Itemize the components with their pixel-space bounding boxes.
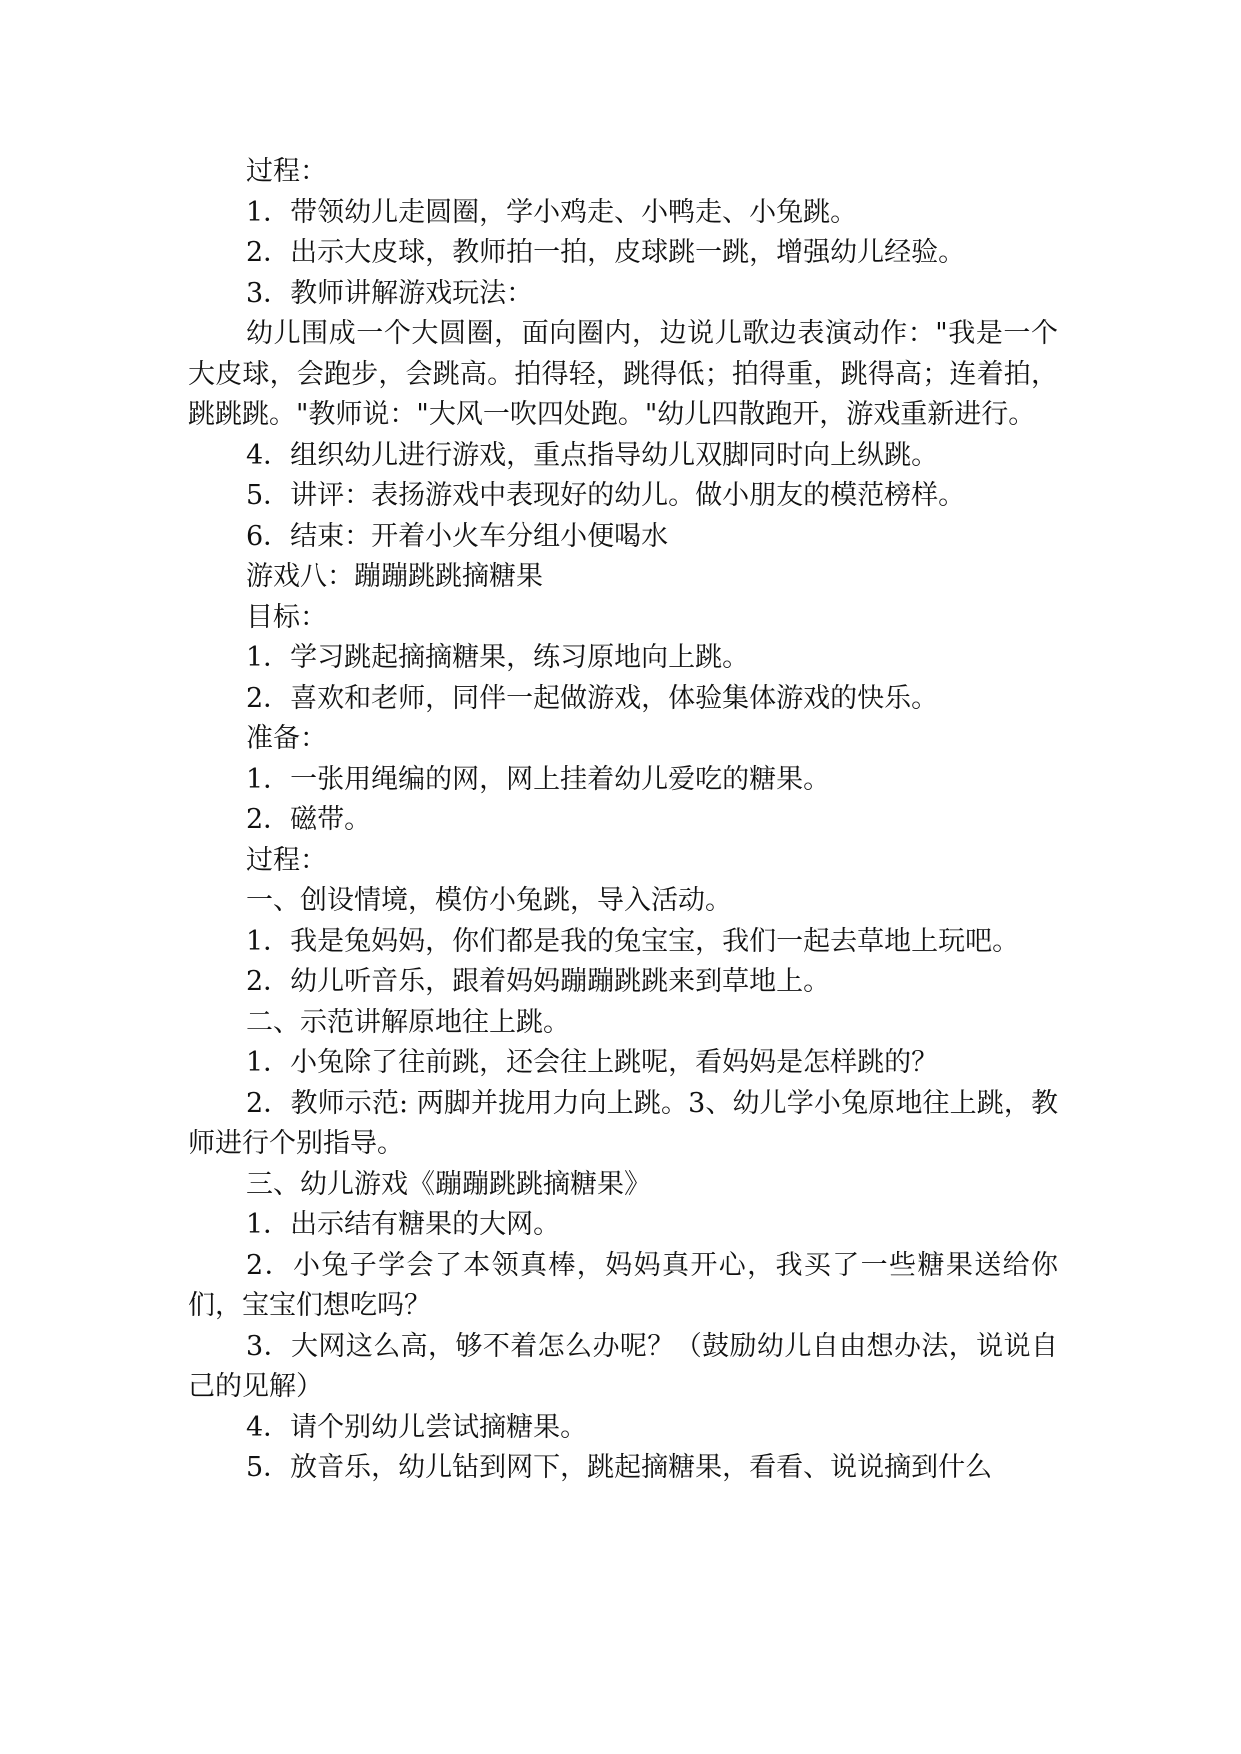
paragraph-section-2-step-1: 1．小兔除了往前跳，还会往上跳呢，看妈妈是怎样跳的？ <box>246 1047 939 1078</box>
paragraph-prep-heading: 准备： <box>246 723 327 754</box>
paragraph-section-1: 一、创设情境，模仿小兔跳，导入活动。 <box>246 885 732 916</box>
paragraph-section-3-step-3: 3．大网这么高，够不着怎么办呢？（鼓励幼儿自由想办法，说说自己的见解） <box>188 1330 1058 1402</box>
paragraph-goal-1: 1．学习跳起摘摘糖果，练习原地向上跳。 <box>246 642 750 673</box>
paragraph-section-3: 三、幼儿游戏《蹦蹦跳跳摘糖果》 <box>246 1168 651 1200</box>
paragraph-section-3-step-5: 5．放音乐，幼儿钻到网下，跳起摘糖果，看看、说说摘到什么 <box>246 1452 993 1483</box>
paragraph-section-2-step-2: 2．教师示范: 两脚并拢用力向上跳。3、幼儿学小兔原地往上跳，教师进行个别指导。 <box>188 1087 1058 1159</box>
paragraph-process-heading: 过程： <box>246 156 327 187</box>
paragraph-game-eight-title: 游戏八：蹦蹦跳跳摘糖果 <box>246 561 543 592</box>
paragraph-step-4: 4．组织幼儿进行游戏，重点指导幼儿双脚同时向上纵跳。 <box>246 439 939 471</box>
paragraph-process-heading-2: 过程： <box>246 844 327 876</box>
paragraph-step-5: 5．讲评：表扬游戏中表现好的幼儿。做小朋友的模范榜样。 <box>246 480 966 511</box>
paragraph-game-rules: 幼儿围成一个大圆圈，面向圈内，边说儿歌边表演动作："我是一个大皮球，会跑步，会跳高。拍得轻，跳得低；拍得重，跳得高；连着拍，跳跳跳。"教师说："大风一吹四处跑。"幼儿四散跑开，游戏重新进行。 <box>188 318 1058 430</box>
paragraph-goal-heading: 目标： <box>246 601 327 633</box>
paragraph-section-2: 二、示范讲解原地往上跳。 <box>246 1006 570 1038</box>
document-body <box>188 152 1058 1489</box>
paragraph-prep-1: 1．一张用绳编的网，网上挂着幼儿爱吃的糖果。 <box>246 763 831 795</box>
paragraph-section-3-step-1: 1．出示结有糖果的大网。 <box>246 1209 561 1240</box>
paragraph-step-1: 1．带领幼儿走圆圈，学小鸡走、小鸭走、小兔跳。 <box>246 196 858 228</box>
paragraph-goal-2: 2．喜欢和老师，同伴一起做游戏，体验集体游戏的快乐。 <box>246 682 939 714</box>
paragraph-step-2: 2．出示大皮球，教师拍一拍，皮球跳一跳，增强幼儿经验。 <box>246 237 966 268</box>
paragraph-section-1-step-2: 2．幼儿听音乐，跟着妈妈蹦蹦跳跳来到草地上。 <box>246 966 831 997</box>
paragraph-step-6: 6．结束：开着小火车分组小便喝水 <box>246 520 669 552</box>
paragraph-prep-2: 2．磁带。 <box>246 804 372 835</box>
paragraph-section-1-step-1: 1．我是兔妈妈，你们都是我的兔宝宝，我们一起去草地上玩吧。 <box>246 925 1020 957</box>
paragraph-section-3-step-4: 4．请个别幼儿尝试摘糖果。 <box>246 1411 588 1443</box>
paragraph-section-3-step-2: 2．小兔子学会了本领真棒，妈妈真开心，我买了一些糖果送给你们，宝宝们想吃吗？ <box>188 1249 1058 1321</box>
paragraph-step-3: 3．教师讲解游戏玩法： <box>246 277 534 309</box>
